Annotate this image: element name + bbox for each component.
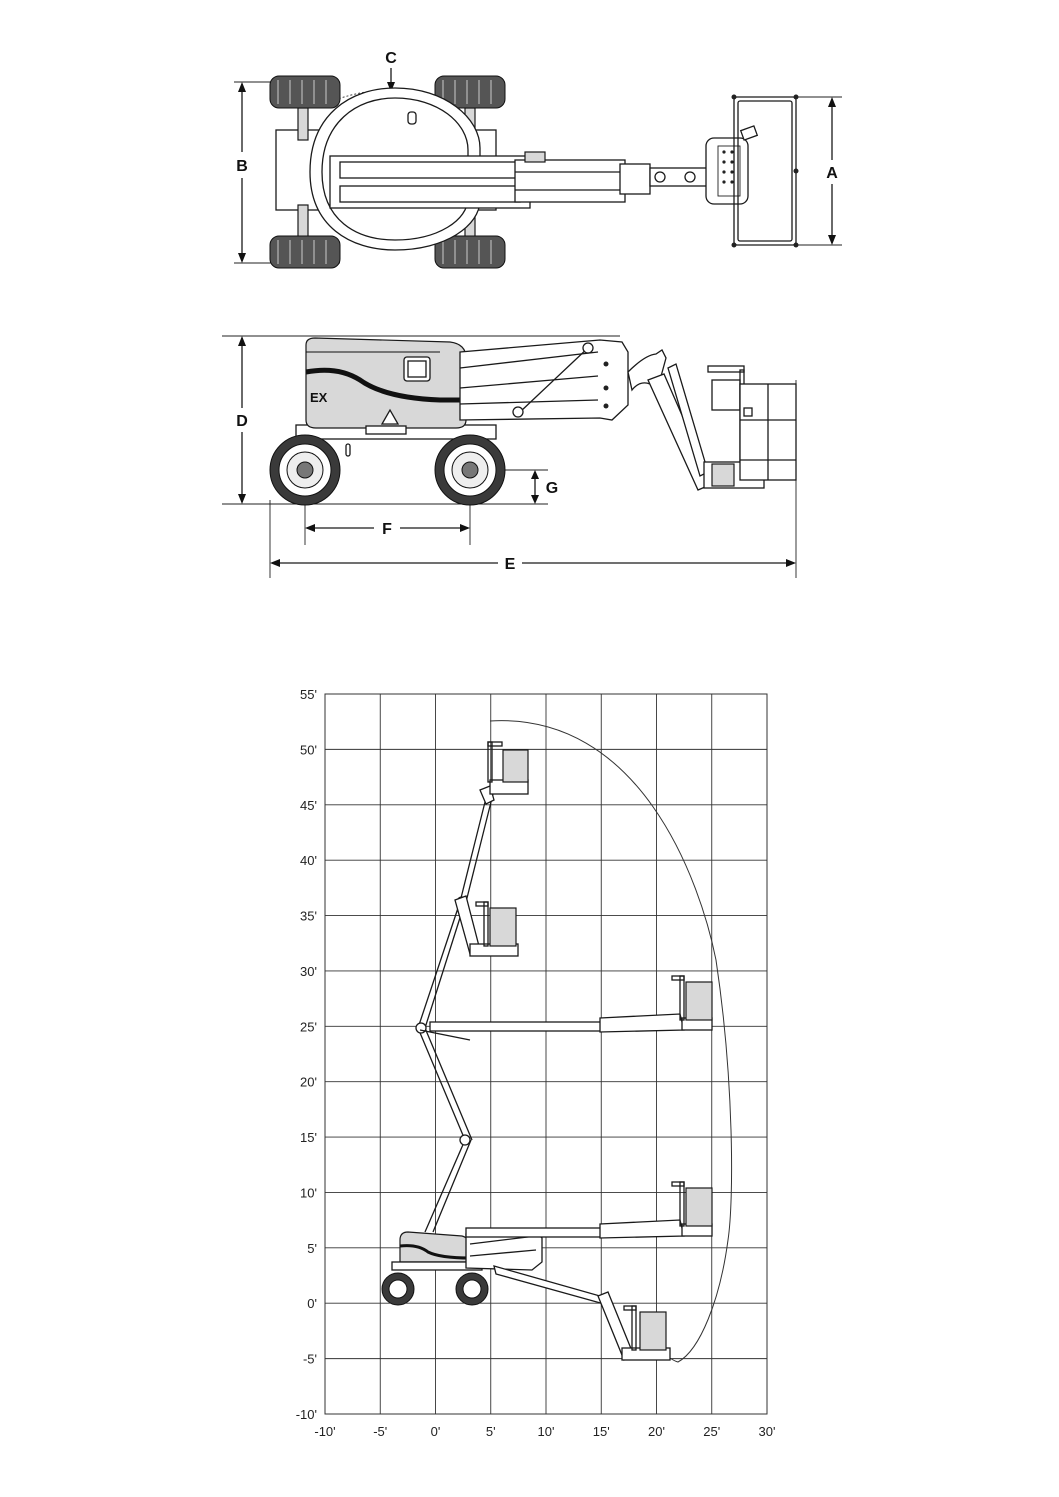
platform-top (706, 95, 799, 248)
y-tick-label: 50' (300, 742, 317, 758)
side-view (222, 336, 796, 578)
x-tick-label: -10' (314, 1424, 336, 1439)
range-grid (325, 694, 767, 1414)
y-tick-label: 20' (300, 1074, 317, 1090)
working-range-chart (296, 687, 776, 1439)
x-axis-ticks (314, 1424, 775, 1439)
boom-positions (420, 786, 684, 1360)
label-g: G (545, 480, 559, 497)
x-tick-label: 5' (485, 1424, 496, 1439)
y-tick-label: 35' (300, 908, 317, 924)
y-tick-label: -5' (302, 1351, 317, 1367)
platform-side (704, 366, 796, 488)
dimension-g (500, 470, 558, 504)
y-tick-label: 10' (300, 1185, 317, 1201)
x-tick-label: 15' (592, 1424, 610, 1439)
y-tick-label: 5' (307, 1240, 317, 1256)
label-b: B (236, 158, 248, 175)
x-tick-label: 30' (758, 1424, 776, 1439)
label-c: C (385, 50, 397, 67)
y-tick-label: 30' (300, 963, 317, 979)
x-tick-label: -5' (373, 1424, 388, 1439)
x-tick-label: 0' (430, 1424, 441, 1439)
riser-arms (416, 790, 494, 1232)
label-d: D (236, 413, 248, 430)
label-f: F (382, 521, 392, 538)
y-tick-label: 0' (307, 1296, 317, 1312)
boom-top (330, 152, 710, 208)
label-a: A (826, 165, 838, 182)
y-tick-label: -10' (295, 1407, 317, 1422)
y-tick-label: 55' (300, 687, 317, 702)
label-e: E (504, 556, 516, 573)
x-tick-label: 10' (537, 1424, 555, 1439)
x-tick-label: 25' (703, 1424, 721, 1439)
y-axis-ticks (296, 687, 317, 1422)
wheels-side (270, 435, 505, 505)
x-tick-label: 20' (648, 1424, 665, 1439)
base-machine (382, 1230, 542, 1305)
y-tick-label: 45' (300, 797, 317, 813)
top-view (234, 50, 842, 268)
y-tick-label: 15' (300, 1130, 317, 1146)
y-tick-label: 25' (300, 1019, 317, 1035)
y-tick-label: 40' (300, 853, 317, 869)
machine-badge: EX (310, 390, 328, 405)
